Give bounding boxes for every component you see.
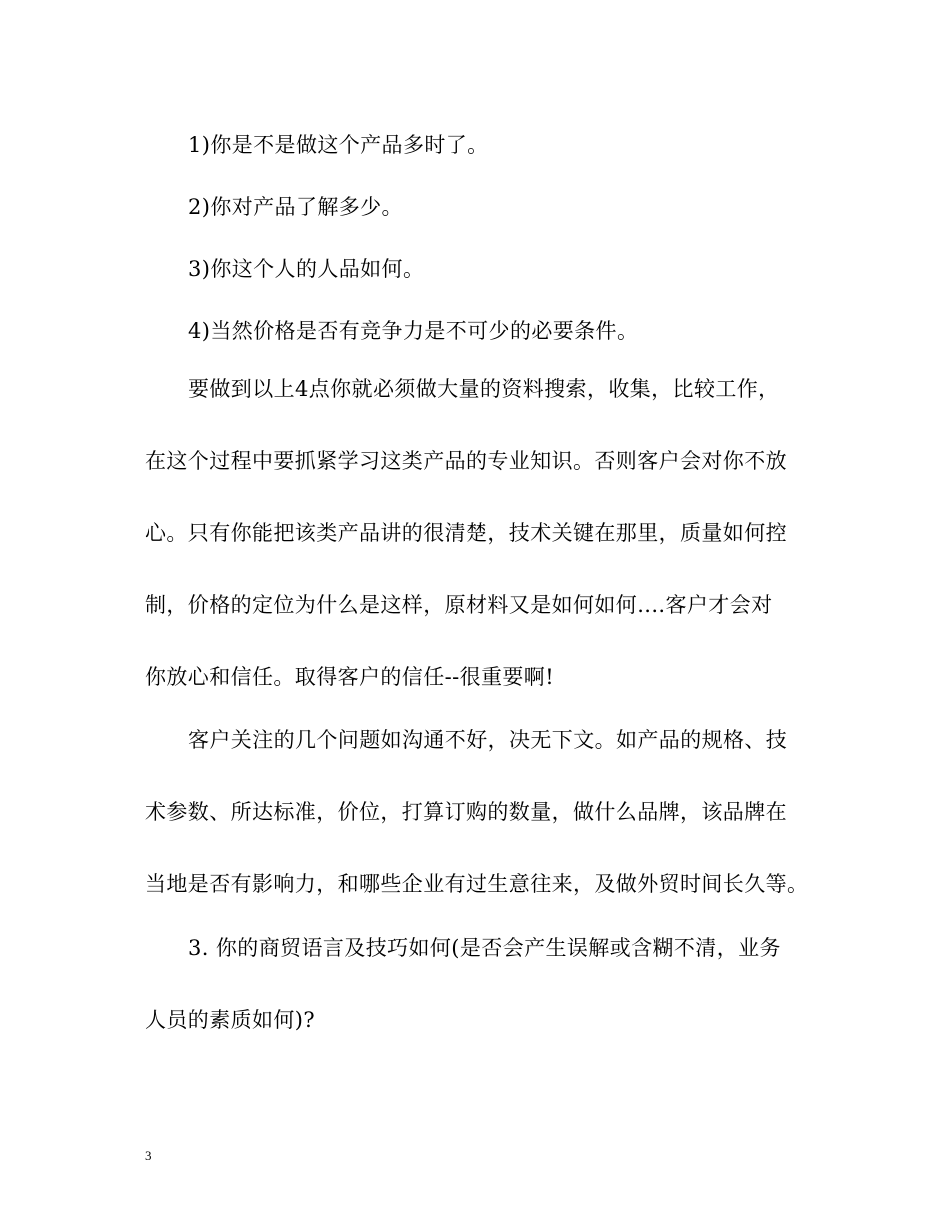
- paragraph-2-line-1: 客户关注的几个问题如沟通不好，决无下文。如产品的规格、技: [188, 728, 788, 752]
- paragraph-1-line-2: 在这个过程中要抓紧学习这类产品的专业知识。否则客户会对你不放: [145, 449, 787, 473]
- list-item-1: 1)你是不是做这个产品多时了。: [188, 133, 489, 157]
- paragraph-1-line-1: 要做到以上4点你就必须做大量的资料搜索，收集，比较工作，: [188, 377, 780, 401]
- paragraph-1-line-3: 心。只有你能把该类产品讲的很清楚，技术关键在那里，质量如何控: [145, 521, 787, 545]
- paragraph-1-line-5: 你放心和信任。取得客户的信任--很重要啊!: [145, 665, 555, 689]
- list-item-4: 4)当然价格是否有竞争力是不可少的必要条件。: [188, 319, 639, 343]
- paragraph-2-line-3: 当地是否有影响力，和哪些企业有过生意往来，及做外贸时间长久等。: [145, 872, 809, 896]
- question-3-line-1: 3. 你的商贸语言及技巧如何(是否会产生误解或含糊不清，业务: [188, 936, 781, 960]
- list-item-3: 3)你这个人的人品如何。: [188, 257, 425, 281]
- paragraph-1-line-4: 制，价格的定位为什么是这样，原材料又是如何如何....客户才会对: [145, 593, 773, 617]
- page-number: 3: [145, 1148, 152, 1163]
- question-3-line-2: 人员的素质如何)?: [145, 1008, 316, 1032]
- paragraph-2-line-2: 术参数、所达标准，价位，打算订购的数量，做什么品牌，该品牌在: [145, 800, 787, 824]
- list-item-2: 2)你对产品了解多少。: [188, 195, 403, 219]
